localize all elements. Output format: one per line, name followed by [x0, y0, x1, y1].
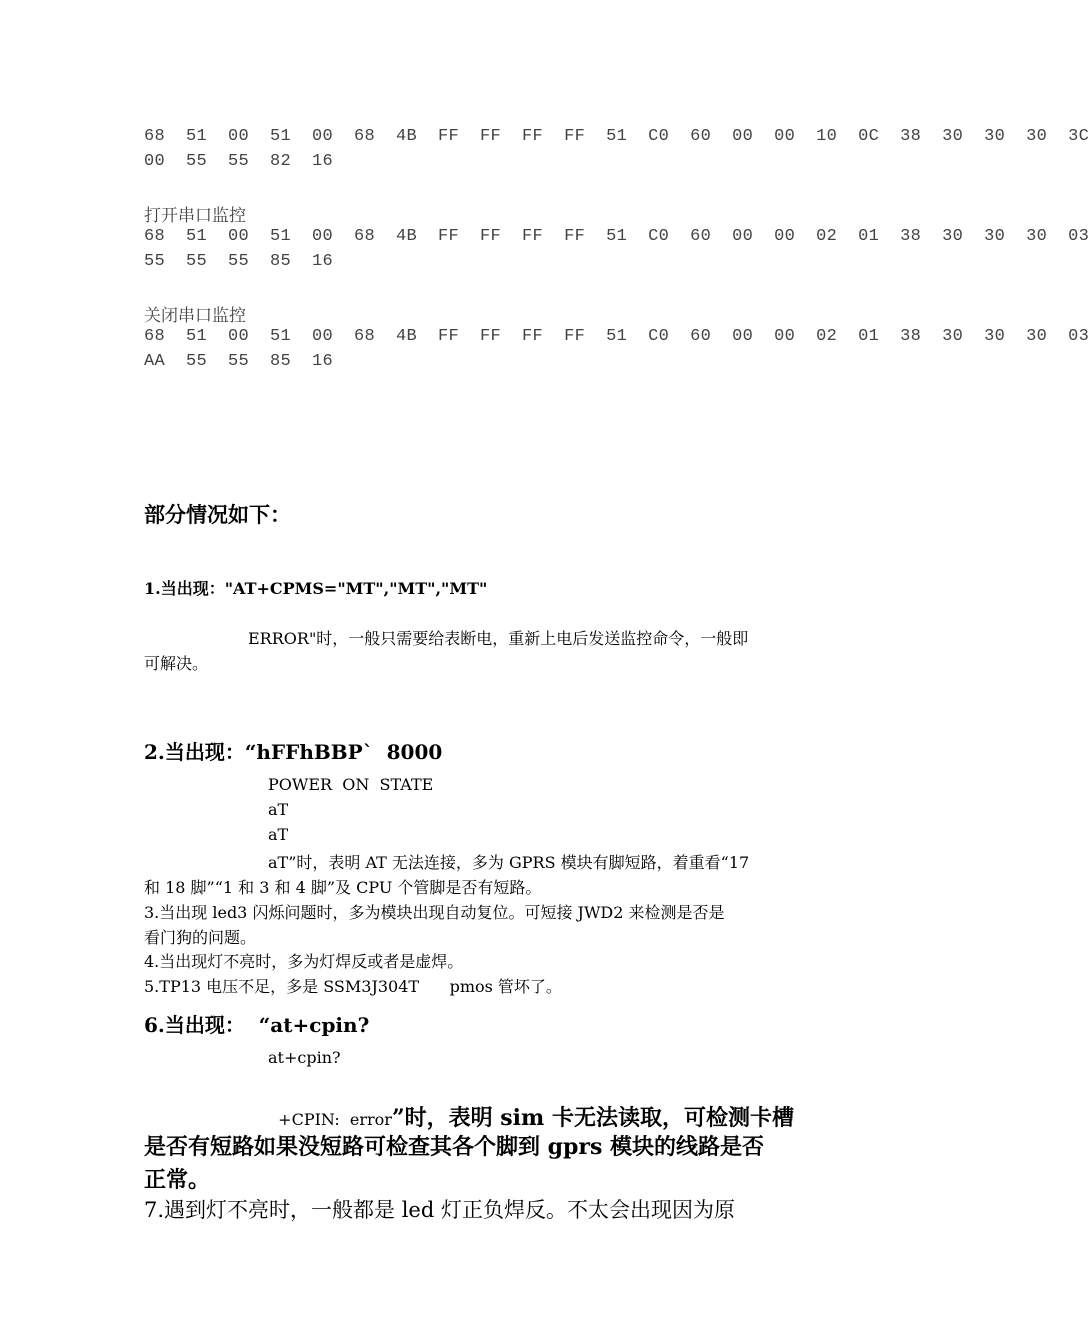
- hex-line: AA 55 55 85 16: [144, 352, 334, 371]
- item2-line1: 2.当出现：“hFFhBBP` 8000: [144, 740, 443, 764]
- item3-line1: 3.当出现 led3 闪烁问题时，多为模块出现自动复位。可短接 JWD2 来检测是否是: [144, 903, 725, 922]
- item2-line6: 和 18 脚”“1 和 3 和 4 脚”及 CPU 个管脚是否有短路。: [144, 878, 542, 897]
- open-serial-title: 打开串口监控: [144, 206, 246, 226]
- item2-line2: POWER ON STATE: [268, 775, 434, 794]
- item7: 7.遇到灯不亮时，一般都是 led 灯正负焊反。不太会出现因为原: [144, 1198, 735, 1222]
- item6-line3: [268, 1082, 794, 1132]
- section-title: 部分情况如下：: [144, 503, 291, 527]
- item2-line5: aT”时，表明 AT 无法连接，多为 GPRS 模块有脚短路，着重看“17: [268, 853, 750, 872]
- hex-line: 68 51 00 51 00 68 4B FF FF FF FF 51 C0 60 00 00 10 0C 38 30 30 30 3C: [144, 127, 1089, 146]
- hex-line: 68 51 00 51 00 68 4B FF FF FF FF 51 C0 60 00 00 02 01 38 30 30 30 03: [144, 327, 1089, 346]
- item2-line3: aT: [268, 800, 289, 819]
- item1-line2: ERROR"时，一般只需要给表断电，重新上电后发送监控命令，一般即: [248, 629, 749, 648]
- item6-line3-code: +CPIN: error: [278, 1110, 392, 1129]
- item6-line1: 6.当出现： “at+cpin?: [144, 1013, 370, 1037]
- item5: 5.TP13 电压不足，多是 SSM3J304T pmos 管坏了。: [144, 977, 562, 996]
- item3-line2: 看门狗的问题。: [144, 928, 257, 947]
- item6-line2: at+cpin?: [268, 1048, 341, 1067]
- hex-line: 68 51 00 51 00 68 4B FF FF FF FF 51 C0 60 00 00 02 01 38 30 30 30 03: [144, 227, 1089, 246]
- item4: 4.当出现灯不亮时，多为灯焊反或者是虚焊。: [144, 952, 464, 971]
- item6-line4: 是否有短路如果没短路可检查其各个脚到 gprs 模块的线路是否: [144, 1134, 765, 1160]
- item6-line5: 正常。: [144, 1167, 211, 1193]
- item1-line1: 1.当出现："AT+CPMS="MT","MT","MT": [144, 579, 488, 598]
- item1-line3: 可解决。: [144, 654, 209, 673]
- item6-line3-text: ”时，表明 sim 卡无法读取，可检测卡槽: [391, 1105, 794, 1131]
- hex-line: 00 55 55 82 16: [144, 152, 334, 171]
- item2-line4: aT: [268, 825, 289, 844]
- hex-line: 55 55 55 85 16: [144, 252, 334, 271]
- close-serial-title: 关闭串口监控: [144, 306, 246, 326]
